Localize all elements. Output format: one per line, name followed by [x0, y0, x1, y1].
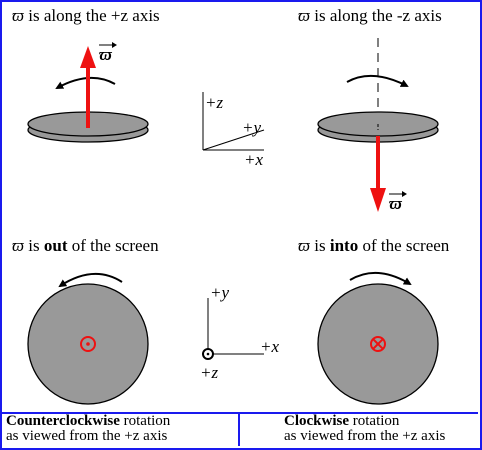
caption-bold: Counterclockwise	[6, 413, 120, 429]
caption-right	[240, 414, 478, 446]
vector-label-arrowhead	[112, 42, 117, 48]
caption-left	[2, 414, 238, 446]
omega-symbol: ϖ	[12, 6, 25, 25]
caption-rest: rotation	[119, 413, 171, 429]
vector-label-arrowhead	[402, 191, 407, 197]
caption-line2: as viewed from the +z axis	[6, 428, 168, 444]
header-pre: is	[24, 236, 44, 255]
omega-symbol: ϖ	[298, 236, 311, 255]
omega-symbol: ϖ	[298, 6, 311, 25]
caption-bold: Clockwise	[284, 413, 349, 429]
diagram-canvas	[2, 2, 478, 412]
axis-label-z: +z	[205, 93, 224, 112]
axis-label-x-2d: +x	[260, 337, 280, 356]
header-pre: is	[310, 236, 330, 255]
vector-label-up: ϖ	[99, 45, 112, 64]
axes-2d	[203, 298, 264, 359]
caption-rest: rotation	[349, 413, 400, 429]
omega-vector-down	[370, 136, 386, 212]
cw-rotation-arrow	[347, 76, 407, 86]
header-post: of the screen	[358, 236, 450, 255]
vector-label-down: ϖ	[389, 194, 402, 213]
axis-label-y-2d: +y	[210, 283, 230, 302]
axis-label-y: +y	[242, 118, 262, 137]
header-text: is along the +z axis	[24, 6, 160, 25]
cw-rotation-arrow-face	[350, 273, 410, 284]
header-post: of the screen	[67, 236, 159, 255]
axis-label-z-2d: +z	[200, 363, 219, 382]
axis-label-x: +x	[244, 150, 264, 169]
header-text: is along the -z axis	[310, 6, 442, 25]
header-bold: out	[43, 236, 68, 255]
header-bold: into	[329, 236, 359, 255]
omega-symbol: ϖ	[12, 236, 25, 255]
caption-line2: as viewed from the +z axis	[284, 428, 446, 444]
